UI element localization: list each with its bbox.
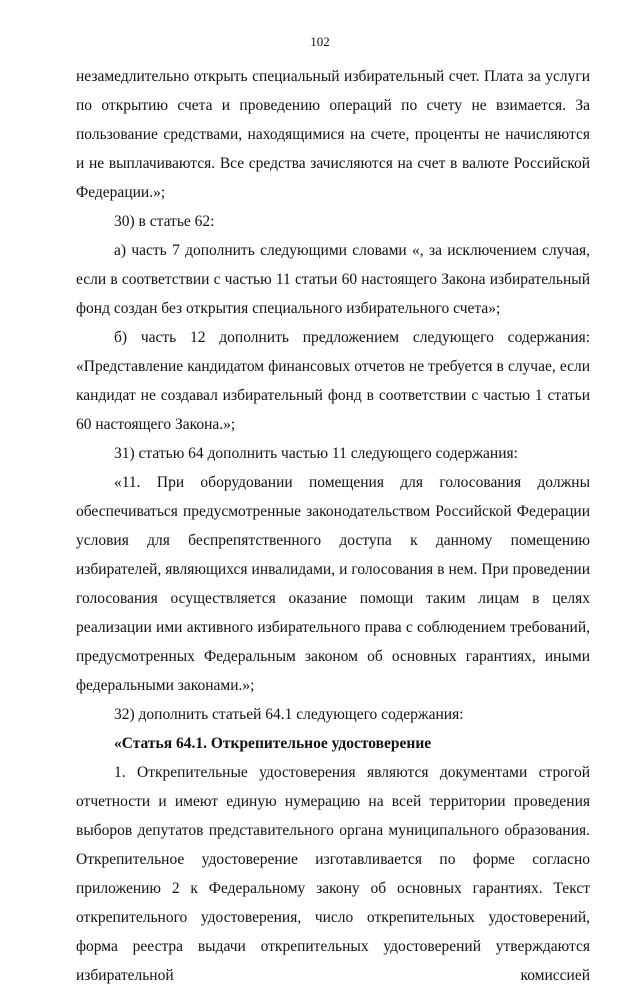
paragraph-item-32: 32) дополнить статьей 64.1 следующего содержания: <box>114 706 464 723</box>
paragraph-continuation: незамедлительно открыть специальный избирательный счет. Плата за услуги по открытию счета и проведению операций по счету не взимается. За пользование средствами, находящимися на счете, проценты не начисляются и не выплачиваются. Все средства зачисляются на счет в валюте Российской Федерации.»; <box>76 68 590 201</box>
paragraph-item-30b: б) часть 12 дополнить предложением следующего содержания: «Представление кандидатом финансовых отчетов не требуется в случае, если кандидат не создавал избирательный фонд в соответствии с частью 1 статьи 60 настоящего Закона.»; <box>76 329 590 433</box>
article-heading: «Статья 64.1. Открепительное удостоверение <box>114 735 432 752</box>
page-number: 102 <box>310 34 330 49</box>
document-body <box>76 62 590 990</box>
paragraph-item-31: 31) статью 64 дополнить частью 11 следующего содержания: <box>114 445 518 462</box>
paragraph-item-30a: а) часть 7 дополнить следующими словами «, за исключением случая, если в соответствии с частью 11 статьи 60 настоящего Закона избирательный фонд создан без открытия специального избирательного счета»; <box>76 242 590 317</box>
paragraph-item-31-text: «11. При оборудовании помещения для голосования должны обеспечиваться предусмотренные законодательством Российской Федерации условия для беспрепятственного доступа к данному помещению избирателей, являющихся инвалидами, и голосования в нем. При проведении голосования осуществляется оказание помощи таким лицам в целях реализации ими активного избирательного права с соблюдением требований, предусмотренных Федеральным законом об основных гарантиях, иными федеральными законами.»; <box>76 474 590 694</box>
paragraph-item-30: 30) в статье 62: <box>114 213 215 230</box>
paragraph-article-clause-1: 1. Открепительные удостоверения являются документами строгой отчетности и имеют единую нумерацию на всей территории проведения выборов депутатов представительного органа муниципального образования. Открепительное удостоверение изготавливается по форме согласно приложению 2 к Федеральному закону об основных гарантиях. Текст открепительного удостоверения, число открепительных удостоверений, форма реестра выдачи открепительных удостоверений утверждаются избирательной комиссией <box>76 764 590 984</box>
